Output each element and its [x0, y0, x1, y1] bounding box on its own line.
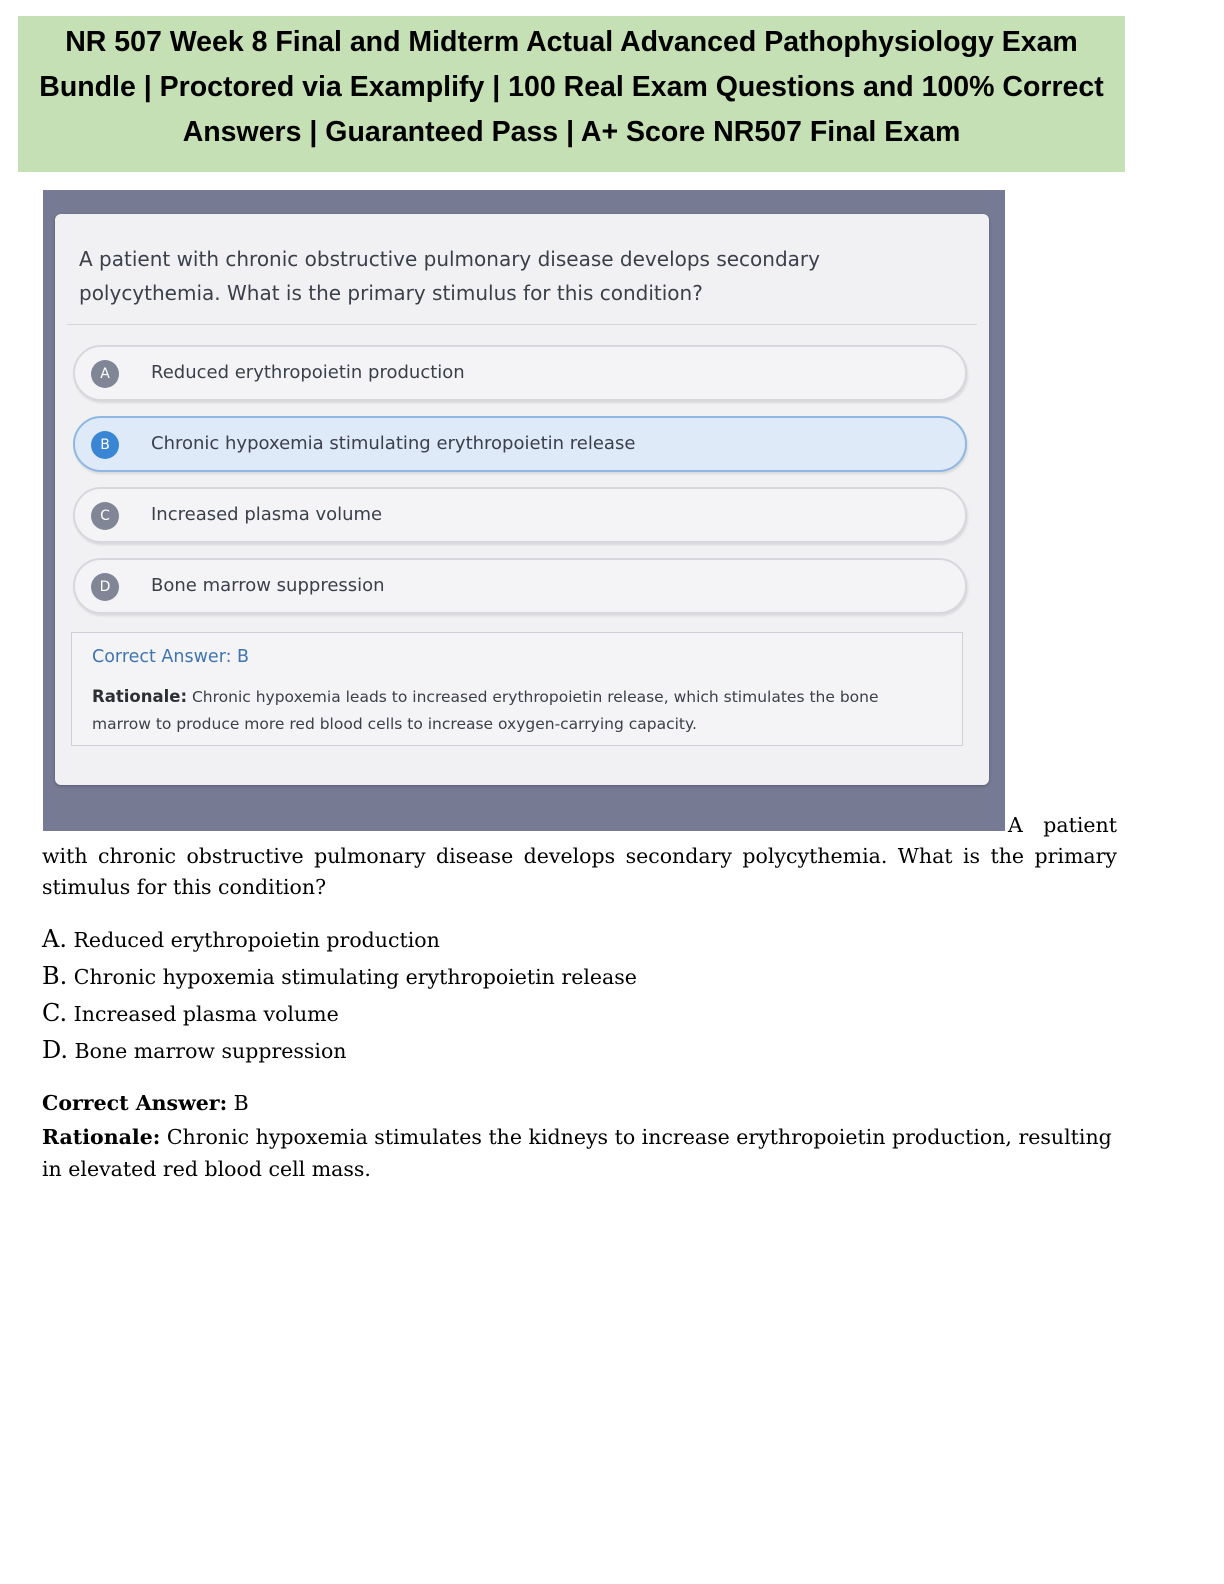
answer-explanation-box [71, 632, 963, 746]
option-c[interactable] [73, 487, 967, 543]
option-c-badge: C [91, 502, 119, 530]
body-option-b [42, 958, 1117, 995]
option-d-badge: D [91, 573, 119, 601]
question-divider [67, 324, 977, 325]
option-a[interactable] [73, 345, 967, 401]
option-b-badge: B [91, 431, 119, 459]
body-option-d-text: Bone marrow suppression [74, 1039, 347, 1063]
body-option-b-text: Chronic hypoxemia stimulating erythropoietin release [73, 965, 637, 989]
option-a-label: Reduced erythropoietin production [151, 362, 465, 383]
option-b-label: Chronic hypoxemia stimulating erythropoietin release [151, 433, 636, 454]
document-body [42, 810, 1117, 1185]
body-rationale-text: Chronic hypoxemia stimulates the kidneys to increase erythropoietin production, resulting in elevated red blood cell mass. [42, 1125, 1112, 1181]
body-option-d [42, 1032, 1117, 1069]
body-option-b-letter: B. [42, 962, 68, 990]
body-option-a-text: Reduced erythropoietin production [73, 928, 440, 952]
option-d-label: Bone marrow suppression [151, 575, 385, 596]
option-a-badge: A [91, 360, 119, 388]
body-option-c-text: Increased plasma volume [73, 1002, 339, 1026]
body-options-list [42, 921, 1117, 1069]
body-rationale-label: Rationale: [42, 1125, 161, 1149]
body-option-d-letter: D. [42, 1036, 69, 1064]
body-option-c-letter: C. [42, 999, 68, 1027]
screenshot-correct-answer: Correct Answer: B [92, 647, 250, 667]
option-c-label: Increased plasma volume [151, 504, 383, 525]
embedded-exam-screenshot [43, 190, 1005, 831]
option-d[interactable] [73, 558, 967, 614]
body-option-a-letter: A. [42, 925, 67, 953]
option-b-selected[interactable] [73, 416, 967, 472]
body-option-c [42, 995, 1117, 1032]
question-card [55, 214, 989, 785]
body-correct-answer-label: Correct Answer: [42, 1091, 228, 1115]
screenshot-question-text: A patient with chronic obstructive pulmonary disease develops secondary polycythemia. What is the primary stimulus for this condition? [79, 247, 820, 305]
screenshot-rationale [92, 683, 942, 738]
screenshot-rationale-text: Chronic hypoxemia leads to increased erythropoietin release, which stimulates the bone marrow to produce more red blood cells to increase oxygen-carrying capacity. [92, 688, 879, 733]
body-correct-answer-value: B [233, 1091, 249, 1115]
screenshot-rationale-label: Rationale: [92, 687, 188, 706]
document-title: NR 507 Week 8 Final and Midterm Actual Advanced Pathophysiology Exam Bundle | Proctored via Examplify | 100 Real Exam Questions and 100% Correct Answers | Guaranteed Pass | A+ Score NR507 Final Exam [39, 26, 1104, 148]
body-question-text: A patient with chronic obstructive pulmonary disease develops secondary polycythemia. What is the primary stimulus for this condition? [42, 813, 1117, 899]
body-rationale [42, 1121, 1117, 1185]
document-title-banner [18, 16, 1125, 172]
body-option-a [42, 921, 1117, 958]
body-correct-answer [42, 1085, 1117, 1121]
